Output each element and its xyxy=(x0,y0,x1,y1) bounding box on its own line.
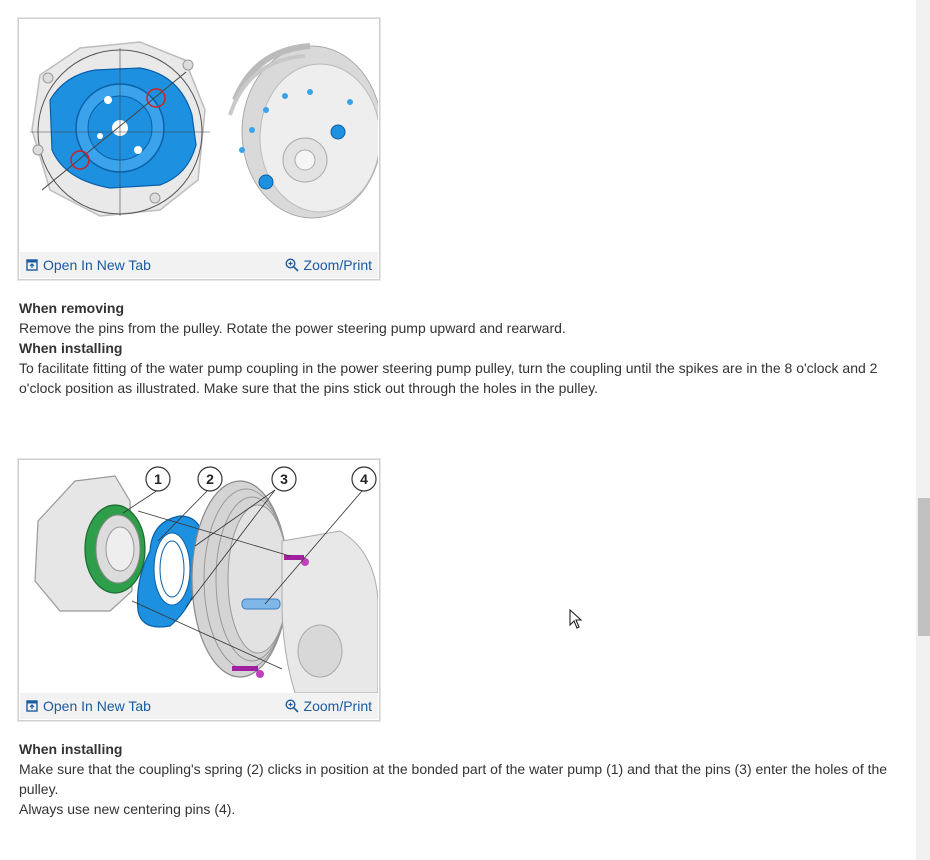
callout-4-label: 4 xyxy=(360,471,368,487)
callout-4 xyxy=(352,467,376,491)
open-new-tab-icon xyxy=(26,259,38,271)
vertical-scrollbar[interactable] xyxy=(916,0,930,860)
open-in-new-tab-label: Open In New Tab xyxy=(43,698,151,714)
callout-3-label: 3 xyxy=(280,471,288,487)
open-in-new-tab-label: Open In New Tab xyxy=(43,257,151,273)
callout-1-label: 1 xyxy=(154,471,162,487)
heading-when-installing: When installing xyxy=(19,741,123,757)
installing-instruction-pins: Always use new centering pins (4). xyxy=(19,801,236,817)
callout-1 xyxy=(146,467,170,491)
figure-exploded-view xyxy=(18,459,380,721)
open-new-tab-icon xyxy=(26,700,38,712)
zoom-print-button[interactable] xyxy=(279,698,378,714)
exploded-view-drawing xyxy=(20,461,378,693)
section-removing-installing xyxy=(19,298,909,398)
open-in-new-tab-button[interactable] xyxy=(20,257,157,273)
zoom-print-label: Zoom/Print xyxy=(303,698,372,714)
illustration-coupling-and-pulley xyxy=(20,20,378,252)
figure-toolbar xyxy=(20,252,378,278)
zoom-icon xyxy=(285,258,299,272)
callout-3 xyxy=(272,467,296,491)
removing-instruction: Remove the pins from the pulley. Rotate the power steering pump upward and rearward. xyxy=(19,320,566,336)
open-in-new-tab-button[interactable] xyxy=(20,698,157,714)
figure-pump-coupling xyxy=(18,18,380,280)
scrollbar-thumb[interactable] xyxy=(918,498,930,636)
coupling-pulley-drawing xyxy=(20,20,378,252)
installing-instruction-spring: Make sure that the coupling's spring (2) clicks in position at the bonded part of the water pump (1) and that the pins (3) enter the holes of the pulley. xyxy=(19,761,888,797)
zoom-print-label: Zoom/Print xyxy=(303,257,372,273)
figure-toolbar xyxy=(20,693,378,719)
heading-when-removing: When removing xyxy=(19,300,125,316)
section-installing-coupling xyxy=(19,739,899,819)
illustration-exploded-coupling xyxy=(20,461,378,693)
heading-when-installing: When installing xyxy=(19,340,123,356)
zoom-print-button[interactable] xyxy=(279,257,378,273)
installing-instruction: To facilitate fitting of the water pump coupling in the power steering pump pulley, turn the coupling until the spikes are in the 8 o'clock and 2 o'clock position as illustrated. Make sure that the pins stick out through the holes in the pulley. xyxy=(19,360,878,396)
callout-2 xyxy=(198,467,222,491)
zoom-icon xyxy=(285,699,299,713)
callout-2-label: 2 xyxy=(206,471,214,487)
mouse-pointer-icon xyxy=(569,609,583,634)
